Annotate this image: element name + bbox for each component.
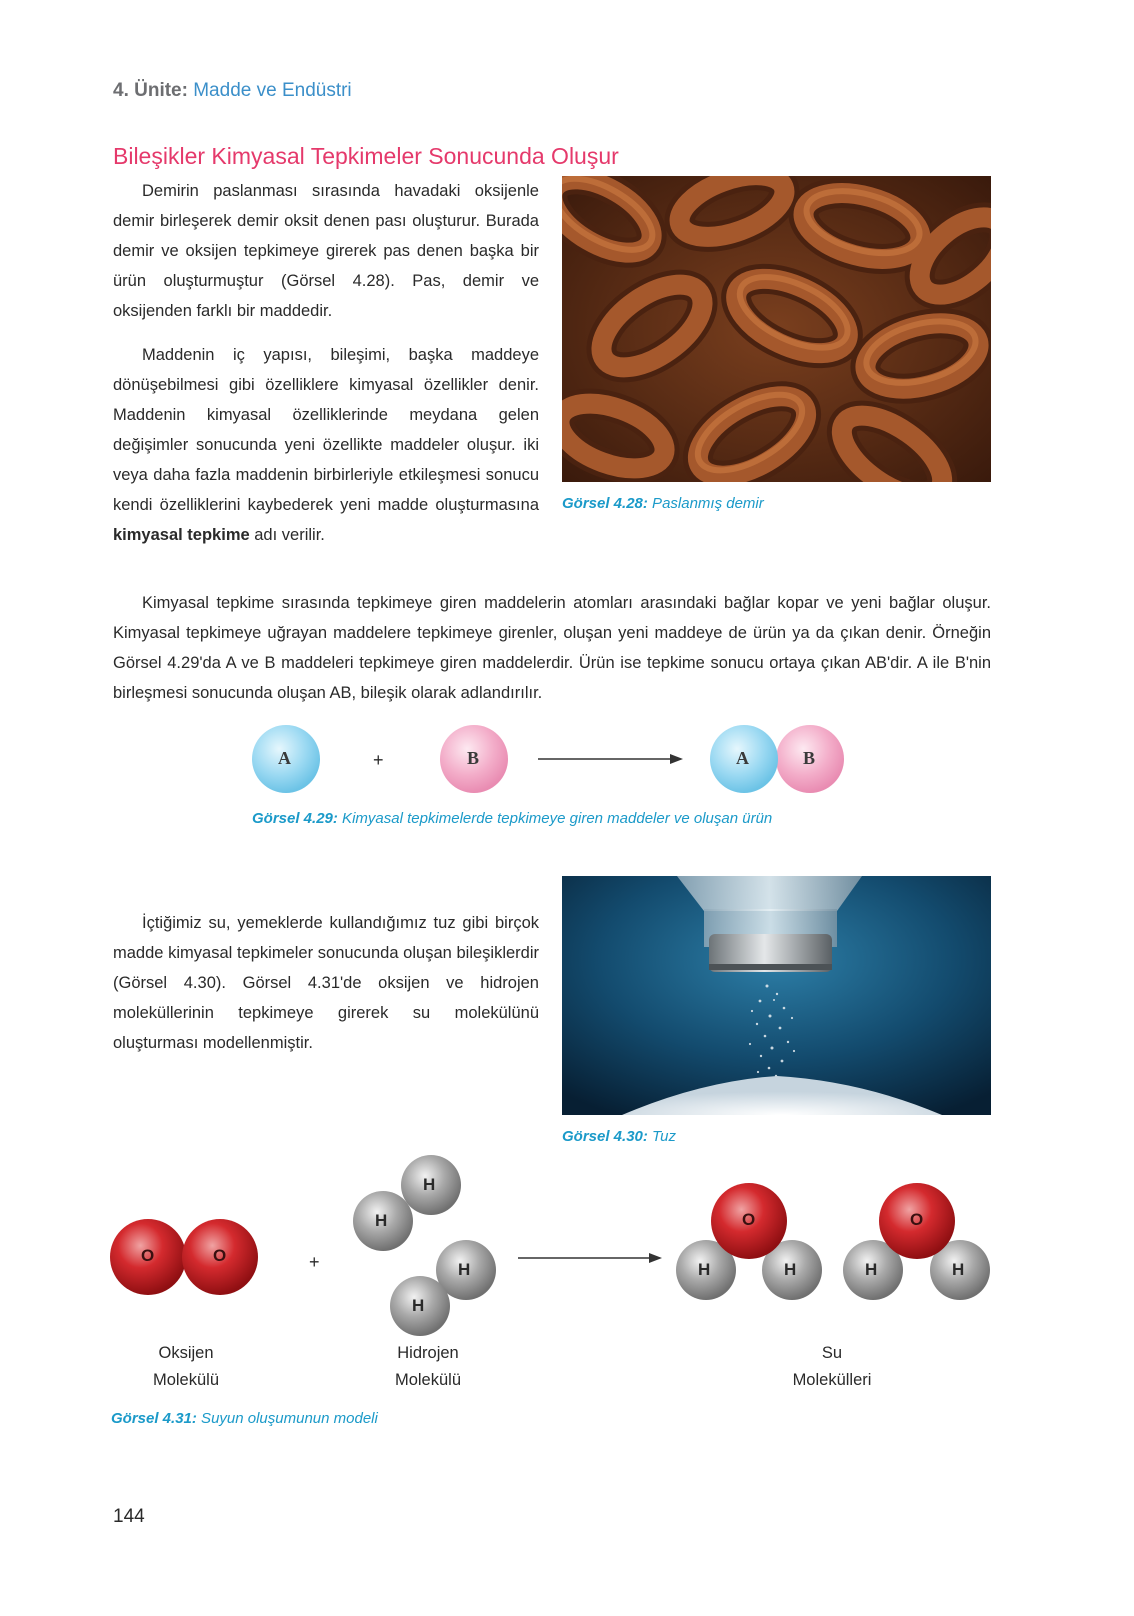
label-a-product: A [736,748,749,768]
o-label-2: O [213,1246,227,1265]
reaction-ab-diagram [240,722,870,802]
h-label-2a: H [458,1260,471,1279]
page-number: 144 [113,1506,145,1527]
paragraph-rusting: Demirin paslanması sırasında havadaki oksijenle demir birleşerek demir oksit denen pası oluşturur. Burada demir ve oksijen tepkimeye girerek pas denen başka bir ürün oluşturmuştur (Görsel 4.28). Pas, demir ve oksijenden farklı bir maddedir. [113,182,539,320]
label-b-reactant: B [467,748,480,768]
rusted-chain-photo [562,176,991,482]
section-title: Bileşikler Kimyasal Tepkimeler Sonucunda Oluşur [113,143,619,169]
label-b-product: B [803,748,816,768]
hydrogen-molecule-label: Hidrojen Molekülü [394,1344,462,1389]
water-molecules-label: Su Molekülleri [792,1344,872,1389]
h-label-1a: H [375,1211,388,1230]
caption-4-30: Görsel 4.30: Tuz [562,1128,676,1145]
label-a-reactant: A [278,748,291,768]
water2-o-label: O [910,1210,924,1229]
unit-name: Madde ve Endüstri [193,80,352,101]
o-label-1: O [141,1246,155,1265]
paragraph-reaction: Kimyasal tepkime sırasında tepkimeye giren maddelerin atomları arasındaki bağlar kopar ve yeni bağlar oluşur. Kimyasal tepkimeye uğrayan maddelere tepkimeye girenler, oluşan yeni maddeye de ürün ya da çıkan denir. Örneğin Görsel 4.29'da A ve B maddeleri tepkimeye giren maddelerdir. Ürün ise tepkime sonucu ortaya çıkan AB'dir. A ile B'nin birleşmesi sonucunda oluşan AB, bileşik olarak adlandırılır. [113,594,991,702]
paragraph-compounds: İçtiğimiz su, yemeklerde kullandığımız tuz gibi birçok madde kimyasal tepkimeler sonucunda oluşan bileşiklerdir (Görsel 4.30). Görsel 4.31'de oksijen ve hidrojen moleküllerinin tepkimeye girerek su molekülünü oluşturması modellenmiştir. [113,914,539,1052]
water1-h-left-label: H [698,1260,711,1279]
water1-o-label: O [742,1210,756,1229]
reaction-text [113,588,991,708]
caption-4-29: Görsel 4.29: Kimyasal tepkimelerde tepkimeye giren maddeler ve oluşan ürün [252,810,773,827]
water2-h-right-label: H [952,1260,965,1279]
intro-text [113,176,539,550]
term-chemical-reaction: kimyasal tepkime [113,526,250,544]
h-label-1b: H [423,1175,436,1194]
water1-h-right-label: H [784,1260,797,1279]
unit-header [113,80,352,102]
caption-4-28: Görsel 4.28: Paslanmış demir [562,495,764,512]
unit-number: 4. Ünite: [113,80,188,101]
water-arrow-head [649,1253,662,1263]
plus-sign-water: + [309,1252,320,1272]
salt-shaker-photo [562,876,991,1115]
oxygen-molecule-label: Oksijen Molekülü [152,1344,220,1389]
paragraph-chemical-properties: Maddenin iç yapısı, bileşimi, başka maddeye dönüşebilmesi gibi özelliklere kimyasal özellikler denir. Maddenin kimyasal özelliklerinde meydana gelen değişimler sonucunda yeni özellikte maddeler oluşur. iki veya daha fazla maddenin birbirleriyle etkileşmesi sonucu kendi özelliklerini kaybederek yeni madde oluşturmasına kimyasal tepkime adı verilir. [113,346,539,544]
h-label-2b: H [412,1296,425,1315]
salt-text [113,908,539,1058]
water2-h-left-label: H [865,1260,878,1279]
caption-4-31: Görsel 4.31: Suyun oluşumunun modeli [111,1410,378,1427]
plus-sign-ab: + [373,750,384,770]
water-formation-model [100,1150,1000,1350]
reaction-arrow-head [670,754,683,764]
